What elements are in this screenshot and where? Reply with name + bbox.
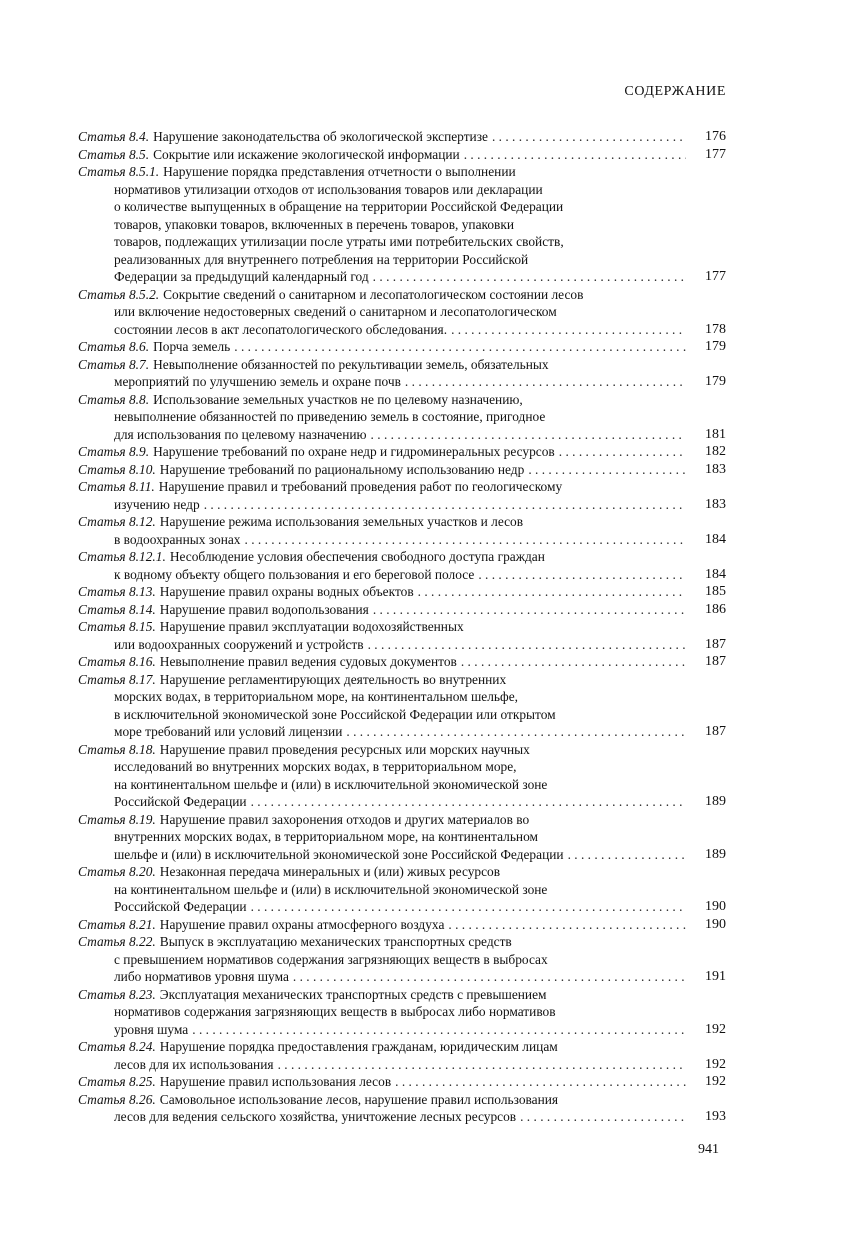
article-title-line: реализованных для внутреннего потребления на территории Российской — [114, 251, 529, 267]
article-title-line: Нарушение правил охраны атмосферного воздуха — [159, 916, 445, 932]
article-number: Статья 8.5. — [78, 146, 150, 162]
article-title-line: Нарушение требований по рациональному использованию недр — [159, 461, 525, 477]
article-title-line: Российской Федерации — [114, 794, 247, 809]
article-number: Статья 8.10. — [78, 461, 156, 477]
toc-page-number: 177 — [705, 146, 726, 162]
dot-leader — [464, 146, 686, 164]
article-number: Статья 8.6. — [78, 339, 150, 354]
toc-entry — [78, 356, 726, 391]
toc-page-number: 185 — [705, 584, 726, 599]
article-title-line: шельфе и (или) в исключительной экономической зоне Российской Федерации — [114, 846, 564, 862]
toc-page-number: 187 — [705, 654, 726, 669]
toc-entry-first-line — [78, 618, 726, 636]
dot-leader — [395, 1073, 686, 1091]
toc-entry — [78, 1073, 726, 1091]
article-number: Статья 8.16. — [78, 654, 156, 669]
article-title-line: Нарушение правил проведения ресурсных или морских научных — [159, 741, 530, 757]
dot-leader — [528, 461, 686, 479]
toc-page-number: 187 — [705, 724, 726, 739]
article-title-line: Невыполнение обязанностей по рекультивации земель, обязательных — [153, 356, 549, 372]
toc-entry-first-line — [78, 478, 726, 496]
article-title-line: к водному объекту общего пользования и его береговой полосе — [114, 566, 475, 582]
article-title-line: Незаконная передача минеральных и (или) живых ресурсов — [159, 864, 501, 879]
toc-page-number: 191 — [705, 969, 726, 984]
toc-entry-continuation-line — [78, 233, 726, 251]
article-title-line: Сокрытие или искажение экологической информации — [153, 146, 460, 162]
toc-entry-continuation-line — [78, 1108, 726, 1126]
toc-entry-first-line — [78, 513, 726, 531]
article-number: Статья 8.12. — [78, 514, 156, 529]
toc-entry — [78, 286, 726, 339]
toc-entry — [78, 671, 726, 741]
toc-entry-continuation-line — [78, 303, 726, 321]
article-number: Статья 8.26. — [78, 1091, 156, 1107]
toc-page-number: 190 — [705, 916, 726, 932]
article-number: Статья 8.20. — [78, 864, 156, 879]
dot-leader — [192, 1021, 686, 1039]
dot-leader — [204, 496, 686, 514]
toc-entry-first-line — [78, 1091, 726, 1109]
toc-entry-first-line — [78, 128, 726, 146]
toc-page-number: 181 — [705, 426, 726, 442]
toc-page-number: 192 — [705, 1056, 726, 1072]
running-title: СОДЕРЖАНИЕ — [624, 84, 726, 99]
article-number: Статья 8.5.1. — [78, 164, 160, 179]
article-title-line: уровня шума — [114, 1021, 189, 1037]
article-number: Статья 8.11. — [78, 479, 155, 494]
article-title-line: Несоблюдение условия обеспечения свободного доступа граждан — [169, 549, 545, 564]
article-title-line: Использование земельных участков не по целевому назначению, — [153, 391, 523, 407]
toc-entry-first-line — [78, 916, 726, 934]
toc-entry-continuation-line — [78, 688, 726, 706]
article-number: Статья 8.13. — [78, 584, 156, 599]
toc-entry-first-line — [78, 548, 726, 566]
toc-entry-first-line — [78, 933, 726, 951]
article-number: Статья 8.15. — [78, 619, 156, 634]
toc-entry — [78, 601, 726, 619]
toc-entry-continuation-line — [78, 723, 726, 741]
article-title-line: Нарушение правил водопользования — [159, 601, 369, 617]
toc-entry-first-line — [78, 583, 726, 601]
dot-leader — [278, 1056, 686, 1074]
dot-leader — [418, 583, 686, 601]
toc-page-number: 193 — [705, 1109, 726, 1124]
table-of-contents — [78, 128, 726, 1126]
dot-leader — [245, 531, 687, 549]
article-number: Статья 8.22. — [78, 934, 156, 949]
article-title-line: Эксплуатация механических транспортных средств с превышением — [159, 986, 547, 1002]
toc-entry-first-line — [78, 286, 726, 304]
article-title-line: Выпуск в эксплуатацию механических транспортных средств — [159, 934, 512, 949]
toc-entry-continuation-line — [78, 251, 726, 269]
article-title-line: Нарушение правил эксплуатации водохозяйственных — [159, 619, 464, 634]
article-title-line: или водоохранных сооружений и устройств — [114, 636, 364, 652]
toc-page-number: 189 — [705, 794, 726, 809]
toc-entry-continuation-line — [78, 216, 726, 234]
toc-entry — [78, 163, 726, 286]
article-title-line: в исключительной экономической зоне Российской Федерации или открытом — [114, 706, 556, 722]
article-number: Статья 8.12.1. — [78, 549, 166, 564]
dot-leader — [451, 321, 686, 339]
toc-entry-first-line — [78, 163, 726, 181]
toc-entry-first-line — [78, 1038, 726, 1056]
toc-entry-continuation-line — [78, 951, 726, 969]
toc-entry-continuation-line — [78, 1003, 726, 1021]
toc-entry-continuation-line — [78, 198, 726, 216]
article-number: Статья 8.5.2. — [78, 286, 160, 302]
article-title-line: Нарушение порядка предоставления гражданам, юридическим лицам — [159, 1039, 558, 1054]
article-title-line: Нарушение правил охраны водных объектов — [159, 584, 414, 599]
dot-leader — [448, 916, 686, 934]
article-title-line: с превышением нормативов содержания загрязняющих веществ в выбросах — [114, 951, 548, 967]
toc-entry-continuation-line — [78, 706, 726, 724]
article-title-line: Нарушение правил захоронения отходов и других материалов во — [159, 811, 530, 827]
article-title-line: Нарушение регламентирующих деятельность во внутренних — [159, 671, 507, 687]
toc-entry — [78, 128, 726, 146]
toc-entry-continuation-line — [78, 531, 726, 549]
toc-page-number: 178 — [705, 321, 726, 337]
dot-leader — [492, 128, 686, 146]
dot-leader — [520, 1108, 686, 1126]
dot-leader — [251, 793, 686, 811]
toc-entry — [78, 461, 726, 479]
toc-entry — [78, 811, 726, 864]
toc-entry — [78, 513, 726, 548]
article-title-line: или включение недостоверных сведений о санитарном и лесопатологическом — [114, 304, 557, 319]
article-title-line: Невыполнение правил ведения судовых документов — [159, 654, 457, 669]
article-title-line: нормативов содержания загрязняющих веществ в выбросах либо нормативов — [114, 1004, 556, 1019]
toc-entry — [78, 478, 726, 513]
toc-page-number: 184 — [705, 531, 726, 547]
toc-entry-continuation-line — [78, 566, 726, 584]
toc-entry — [78, 443, 726, 461]
toc-entry-first-line — [78, 443, 726, 461]
article-title-line: на континентальном шельфе и (или) в исключительной экономической зоне — [114, 776, 548, 792]
toc-entry-continuation-line — [78, 426, 726, 444]
toc-page-number: 183 — [705, 461, 726, 477]
toc-page-number: 183 — [705, 496, 726, 512]
article-title-line: о количестве выпущенных в обращение на территории Российской Федерации — [114, 199, 564, 214]
toc-entry — [78, 146, 726, 164]
article-number: Статья 8.24. — [78, 1039, 156, 1054]
toc-entry-first-line — [78, 986, 726, 1004]
toc-entry — [78, 1038, 726, 1073]
toc-entry — [78, 618, 726, 653]
dot-leader — [461, 653, 686, 671]
toc-page-number: 189 — [705, 846, 726, 862]
toc-entry-continuation-line — [78, 846, 726, 864]
article-title-line: Нарушение законодательства об экологической экспертизе — [153, 129, 488, 144]
dot-leader — [251, 898, 686, 916]
article-title-line: состоянии лесов в акт лесопатологического обследования. — [114, 321, 448, 337]
toc-page-number: 192 — [705, 1074, 726, 1089]
toc-entry-continuation-line — [78, 373, 726, 391]
toc-entry-first-line — [78, 811, 726, 829]
article-title-line: либо нормативов уровня шума — [114, 969, 289, 984]
toc-entry-first-line — [78, 863, 726, 881]
dot-leader — [373, 601, 686, 619]
toc-page-number: 176 — [705, 129, 726, 144]
article-title-line: товаров, подлежащих утилизации после утраты ими потребительских свойств, — [114, 234, 564, 249]
dot-leader — [293, 968, 686, 986]
dot-leader — [371, 426, 686, 444]
toc-entry — [78, 391, 726, 444]
toc-page-number: 184 — [705, 566, 726, 582]
article-number: Статья 8.17. — [78, 671, 156, 687]
toc-entry-first-line — [78, 1073, 726, 1091]
toc-entry — [78, 986, 726, 1039]
dot-leader — [368, 636, 686, 654]
dot-leader — [234, 338, 686, 356]
toc-entry-continuation-line — [78, 828, 726, 846]
article-title-line: Нарушение режима использования земельных участков и лесов — [159, 514, 524, 529]
toc-entry — [78, 548, 726, 583]
toc-entry-continuation-line — [78, 1021, 726, 1039]
article-title-line: Федерации за предыдущий календарный год — [114, 269, 369, 284]
article-title-line: Самовольное использование лесов, нарушение правил использования — [159, 1091, 559, 1107]
dot-leader — [373, 268, 686, 286]
toc-entry-continuation-line — [78, 1056, 726, 1074]
article-number: Статья 8.8. — [78, 391, 150, 407]
article-title-line: Нарушение порядка представления отчетности о выполнении — [163, 164, 516, 179]
toc-page-number: 186 — [705, 601, 726, 617]
toc-entry — [78, 933, 726, 986]
toc-entry-continuation-line — [78, 776, 726, 794]
article-title-line: Сокрытие сведений о санитарном и лесопатологическом состоянии лесов — [163, 286, 584, 302]
article-number: Статья 8.9. — [78, 444, 150, 459]
article-title-line: мероприятий по улучшению земель и охране почв — [114, 374, 401, 389]
article-title-line: внутренних морских водах, в территориальном море, на континентальном — [114, 829, 539, 844]
toc-entry — [78, 583, 726, 601]
toc-entry — [78, 741, 726, 811]
toc-entry-continuation-line — [78, 881, 726, 899]
toc-page-number: 192 — [705, 1021, 726, 1037]
toc-entry — [78, 916, 726, 934]
toc-entry-continuation-line — [78, 968, 726, 986]
article-number: Статья 8.7. — [78, 356, 150, 372]
article-title-line: нормативов утилизации отходов от использования товаров или декларации — [114, 181, 543, 197]
article-title-line: Порча земель — [153, 339, 231, 354]
dot-leader — [346, 723, 686, 741]
toc-entry-continuation-line — [78, 268, 726, 286]
article-number: Статья 8.14. — [78, 601, 156, 617]
article-title-line: исследований во внутренних морских водах, в территориальном море, — [114, 759, 517, 774]
article-title-line: лесов для ведения сельского хозяйства, уничтожение лесных ресурсов — [114, 1109, 517, 1124]
article-title-line: Нарушение правил и требований проведения работ по геологическому — [158, 479, 563, 494]
article-title-line: на континентальном шельфе и (или) в исключительной экономической зоне — [114, 881, 548, 897]
article-title-line: море требований или условий лицензии — [114, 724, 343, 739]
page-number: 941 — [698, 1142, 719, 1157]
toc-entry-first-line — [78, 461, 726, 479]
article-title-line: Нарушение требований по охране недр и гидроминеральных ресурсов — [153, 444, 555, 459]
article-number: Статья 8.23. — [78, 986, 156, 1002]
toc-entry-continuation-line — [78, 898, 726, 916]
article-title-line: лесов для их использования — [114, 1056, 274, 1072]
article-title-line: невыполнение обязанностей по приведению земель в состояние, пригодное — [114, 409, 546, 424]
toc-entry-first-line — [78, 356, 726, 374]
toc-entry-continuation-line — [78, 408, 726, 426]
article-title-line: изучению недр — [114, 496, 200, 512]
toc-entry-continuation-line — [78, 496, 726, 514]
toc-entry — [78, 1091, 726, 1126]
article-title-line: Российской Федерации — [114, 899, 247, 914]
toc-entry-first-line — [78, 741, 726, 759]
toc-entry-first-line — [78, 391, 726, 409]
toc-page-number: 179 — [705, 339, 726, 354]
article-number: Статья 8.19. — [78, 811, 156, 827]
article-title-line: товаров, упаковки товаров, включенных в перечень товаров, упаковки — [114, 216, 515, 232]
article-title-line: морских водах, в территориальном море, на континентальном шельфе, — [114, 689, 518, 704]
toc-entry-continuation-line — [78, 181, 726, 199]
toc-entry-continuation-line — [78, 793, 726, 811]
toc-page-number: 190 — [705, 899, 726, 914]
dot-leader — [405, 373, 686, 391]
toc-entry — [78, 863, 726, 916]
article-number: Статья 8.18. — [78, 741, 156, 757]
toc-entry-first-line — [78, 601, 726, 619]
toc-entry-continuation-line — [78, 321, 726, 339]
dot-leader — [568, 846, 686, 864]
toc-entry-first-line — [78, 146, 726, 164]
toc-entry-continuation-line — [78, 758, 726, 776]
article-title-line: для использования по целевому назначению — [114, 426, 367, 442]
toc-entry-continuation-line — [78, 636, 726, 654]
toc-page-number: 182 — [705, 444, 726, 459]
toc-entry-first-line — [78, 653, 726, 671]
dot-leader — [478, 566, 686, 584]
toc-page-number: 187 — [705, 636, 726, 652]
article-number: Статья 8.4. — [78, 129, 150, 144]
toc-page-number: 179 — [705, 374, 726, 389]
toc-page-number: 177 — [705, 269, 726, 284]
article-title-line: в водоохранных зонах — [114, 531, 241, 547]
article-number: Статья 8.25. — [78, 1074, 156, 1089]
toc-entry — [78, 338, 726, 356]
toc-entry — [78, 653, 726, 671]
toc-entry-first-line — [78, 671, 726, 689]
toc-entry-first-line — [78, 338, 726, 356]
dot-leader — [559, 443, 686, 461]
article-title-line: Нарушение правил использования лесов — [159, 1074, 392, 1089]
article-number: Статья 8.21. — [78, 916, 156, 932]
